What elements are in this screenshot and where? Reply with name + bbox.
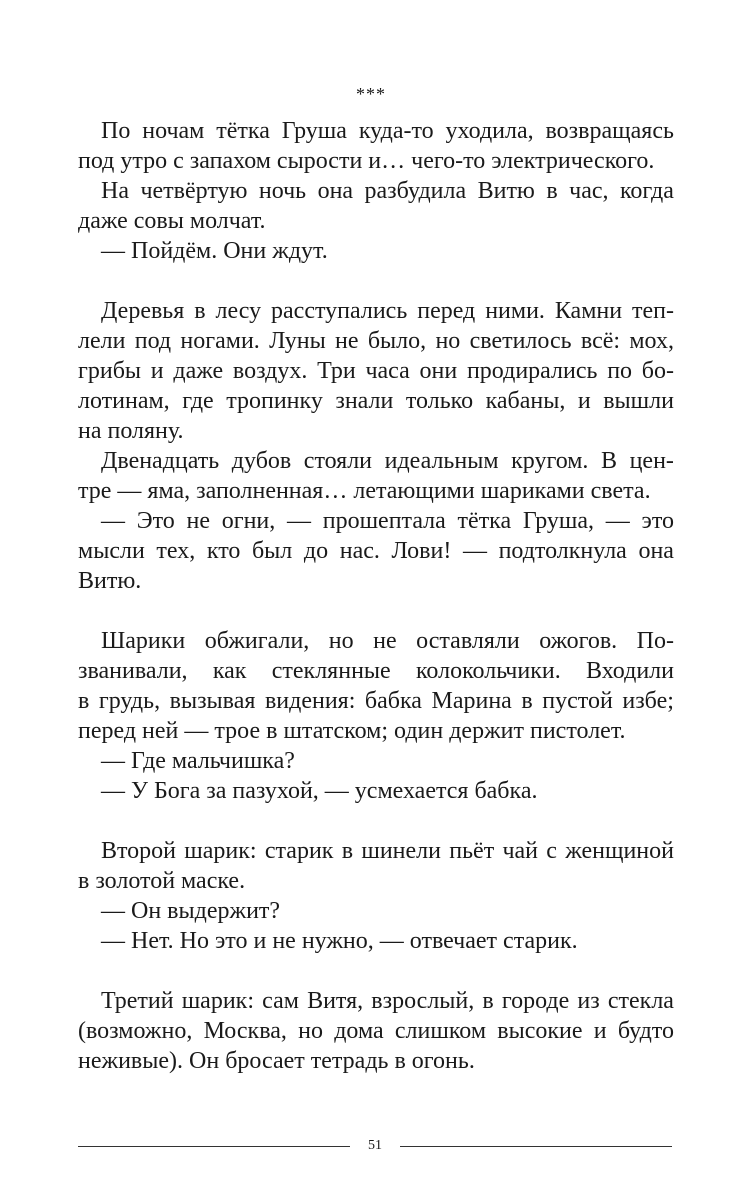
text-line: По ночам тётка Груша куда-то уходила, возвращаясь [101,118,674,144]
text-line: под утро с запахом сырости и… чего-то электрического. [78,148,655,174]
text-line: (возможно, Москва, но дома слишком высокие и будто [78,1018,674,1044]
footer-rule-left [78,1146,350,1147]
text-line: тре — яма, заполненная… летающими шариками света. [78,478,651,504]
dialogue-line: — Где мальчишка? [101,748,295,774]
text-line: Третий шарик: сам Витя, взрослый, в городе из стекла [101,988,674,1014]
dialogue-line: — У Бога за пазухой, — усмехается бабка. [101,778,538,804]
section-separator: *** [356,84,386,104]
text-line: Деревья в лесу расступались перед ними. Камни теп- [101,298,674,324]
text-line: неживые). Он бросает тетрадь в огонь. [78,1048,475,1074]
text-line: Шарики обжигали, но не оставляли ожогов. По- [101,628,674,654]
dialogue-line: — Это не огни, — прошептала тётка Груша, — это [101,508,674,534]
text-line: лели под ногами. Луны не было, но светилось всё: мох, [78,328,674,354]
text-line: званивали, как стеклянные колокольчики. Входили [78,658,674,684]
text-line: Двенадцать дубов стояли идеальным кругом. В цен- [101,448,674,474]
text-line: на поляну. [78,418,184,444]
text-line: На четвёртую ночь она разбудила Витю в час, когда [101,178,674,204]
text-line: Второй шарик: старик в шинели пьёт чай с женщиной [101,838,674,864]
dialogue-line: — Пойдём. Они ждут. [101,238,328,264]
text-line: перед ней — трое в штатском; один держит пистолет. [78,718,626,744]
text-line: даже совы молчат. [78,208,266,234]
text-line: в грудь, вызывая видения: бабка Марина в пустой избе; [78,688,674,714]
text-line: грибы и даже воздух. Три часа они продирались по бо- [78,358,674,384]
dialogue-line: Витю. [78,568,142,594]
text-line: лотинам, где тропинку знали только кабаны, и вышли [78,388,674,414]
text-line: в золотой маске. [78,868,246,894]
dialogue-line: мысли тех, кто был до нас. Лови! — подтолкнула она [78,538,674,564]
dialogue-line: — Он выдержит? [101,898,281,924]
footer-rule-right [400,1146,672,1147]
page-number: 51 [368,1138,382,1153]
dialogue-line: — Нет. Но это и не нужно, — отвечает старик. [101,928,578,954]
